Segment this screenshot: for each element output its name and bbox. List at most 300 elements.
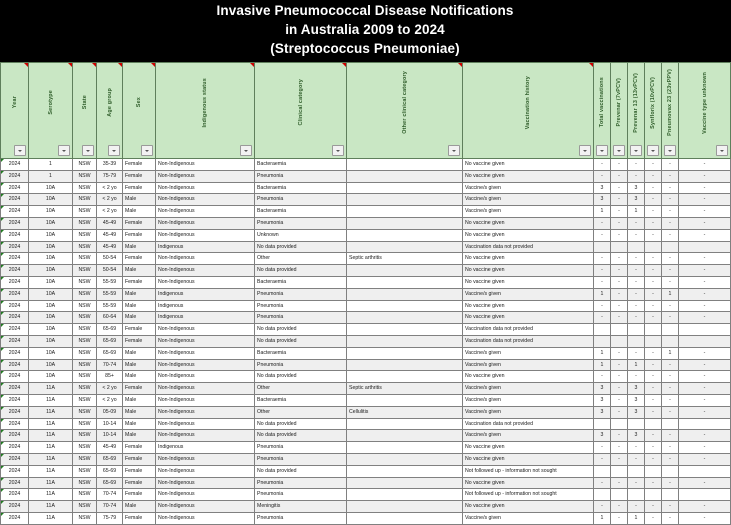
cell-year[interactable]: 2024 [1,477,29,489]
cell-sex[interactable]: Male [123,394,156,406]
table-row[interactable] [1,206,731,218]
cell-syn[interactable]: - [645,501,662,513]
cell-unk[interactable]: - [679,383,731,395]
column-header-p13[interactable] [628,63,645,159]
cell-tot[interactable]: - [594,312,611,324]
cell-year[interactable]: 2024 [1,170,29,182]
cell-p23[interactable] [662,324,679,336]
table-row[interactable] [1,430,731,442]
cell-unk[interactable]: - [679,442,731,454]
cell-pv[interactable]: - [611,229,628,241]
cell-indig[interactable]: Indigenous [156,442,255,454]
cell-state[interactable]: NSW [73,371,97,383]
cell-p13[interactable]: - [628,159,645,171]
cell-oclin[interactable] [347,501,463,513]
cell-sex[interactable]: Male [123,206,156,218]
cell-pv[interactable]: - [611,253,628,265]
cell-p13[interactable]: - [628,501,645,513]
cell-tot[interactable]: - [594,253,611,265]
cell-p13[interactable]: - [628,371,645,383]
cell-p13[interactable] [628,241,645,253]
cell-sero[interactable]: 10A [29,217,73,229]
cell-oclin[interactable] [347,394,463,406]
table-row[interactable] [1,217,731,229]
cell-p23[interactable]: - [662,194,679,206]
cell-unk[interactable] [679,335,731,347]
cell-oclin[interactable] [347,241,463,253]
cell-indig[interactable]: Non-Indigenous [156,324,255,336]
cell-pv[interactable]: - [611,394,628,406]
cell-age[interactable]: 65-69 [97,324,123,336]
cell-sero[interactable]: 11A [29,406,73,418]
cell-p13[interactable] [628,324,645,336]
filter-dropdown-button-oclin[interactable] [448,145,460,156]
cell-syn[interactable]: - [645,359,662,371]
cell-pv[interactable] [611,324,628,336]
cell-sero[interactable]: 10A [29,347,73,359]
cell-p23[interactable]: - [662,300,679,312]
cell-tot[interactable]: - [594,170,611,182]
cell-sero[interactable]: 11A [29,453,73,465]
cell-unk[interactable]: - [679,300,731,312]
cell-tot[interactable] [594,418,611,430]
cell-year[interactable]: 2024 [1,206,29,218]
cell-syn[interactable]: - [645,371,662,383]
cell-clin[interactable]: Bacteraemia [255,347,347,359]
cell-sero[interactable]: 10A [29,324,73,336]
cell-sero[interactable]: 10A [29,253,73,265]
cell-age[interactable]: 45-49 [97,241,123,253]
filter-dropdown-button-p13[interactable] [630,145,642,156]
cell-sex[interactable]: Male [123,265,156,277]
cell-year[interactable]: 2024 [1,383,29,395]
cell-sex[interactable]: Female [123,170,156,182]
cell-state[interactable]: NSW [73,347,97,359]
cell-unk[interactable]: - [679,206,731,218]
cell-syn[interactable]: - [645,170,662,182]
cell-vachist[interactable]: Vaccine/s given [463,383,594,395]
cell-vachist[interactable]: Vaccine/s given [463,182,594,194]
cell-p23[interactable] [662,335,679,347]
cell-vachist[interactable]: No vaccine given [463,170,594,182]
cell-vachist[interactable]: No vaccine given [463,312,594,324]
cell-syn[interactable]: - [645,217,662,229]
cell-clin[interactable]: Pneumonia [255,300,347,312]
cell-sex[interactable]: Male [123,371,156,383]
cell-state[interactable]: NSW [73,453,97,465]
cell-indig[interactable]: Non-Indigenous [156,430,255,442]
cell-age[interactable]: 50-54 [97,265,123,277]
cell-age[interactable]: 75-79 [97,170,123,182]
cell-tot[interactable]: 3 [594,182,611,194]
cell-year[interactable]: 2024 [1,194,29,206]
cell-syn[interactable]: - [645,406,662,418]
cell-sero[interactable]: 10A [29,241,73,253]
cell-vachist[interactable]: No vaccine given [463,501,594,513]
cell-p23[interactable] [662,241,679,253]
cell-state[interactable]: NSW [73,383,97,395]
cell-clin[interactable]: Pneumonia [255,170,347,182]
cell-vachist[interactable]: Vaccine/s given [463,288,594,300]
cell-unk[interactable]: - [679,359,731,371]
cell-sero[interactable]: 11A [29,477,73,489]
cell-sex[interactable]: Male [123,312,156,324]
table-row[interactable] [1,501,731,513]
cell-year[interactable]: 2024 [1,159,29,171]
cell-p23[interactable]: - [662,229,679,241]
cell-indig[interactable]: Non-Indigenous [156,512,255,524]
cell-state[interactable]: NSW [73,406,97,418]
cell-p13[interactable]: - [628,300,645,312]
cell-pv[interactable]: - [611,276,628,288]
cell-vachist[interactable]: Vaccination data not provided [463,241,594,253]
cell-indig[interactable]: Non-Indigenous [156,406,255,418]
cell-clin[interactable]: Bacteraemia [255,159,347,171]
cell-age[interactable]: 70-74 [97,359,123,371]
table-row[interactable] [1,253,731,265]
cell-p13[interactable]: 3 [628,430,645,442]
cell-indig[interactable]: Non-Indigenous [156,159,255,171]
cell-tot[interactable]: - [594,217,611,229]
cell-year[interactable]: 2024 [1,394,29,406]
cell-oclin[interactable] [347,265,463,277]
cell-state[interactable]: NSW [73,253,97,265]
cell-pv[interactable]: - [611,430,628,442]
cell-year[interactable]: 2024 [1,442,29,454]
table-row[interactable] [1,312,731,324]
cell-p23[interactable]: - [662,159,679,171]
cell-pv[interactable] [611,465,628,477]
cell-oclin[interactable] [347,512,463,524]
column-header-oclin[interactable] [347,63,463,159]
table-row[interactable] [1,182,731,194]
cell-syn[interactable]: - [645,477,662,489]
cell-clin[interactable]: Pneumonia [255,453,347,465]
cell-state[interactable]: NSW [73,394,97,406]
cell-unk[interactable]: - [679,194,731,206]
table-row[interactable] [1,324,731,336]
cell-year[interactable]: 2024 [1,276,29,288]
cell-oclin[interactable] [347,276,463,288]
cell-sex[interactable]: Female [123,383,156,395]
cell-oclin[interactable] [347,371,463,383]
cell-age[interactable]: 65-69 [97,477,123,489]
cell-pv[interactable]: - [611,406,628,418]
cell-unk[interactable] [679,324,731,336]
cell-p23[interactable]: - [662,406,679,418]
cell-state[interactable]: NSW [73,359,97,371]
cell-vachist[interactable]: No vaccine given [463,159,594,171]
cell-vachist[interactable]: No vaccine given [463,253,594,265]
table-row[interactable] [1,194,731,206]
cell-unk[interactable]: - [679,430,731,442]
cell-clin[interactable]: No data provided [255,324,347,336]
filter-dropdown-button-tot[interactable] [596,145,608,156]
cell-p13[interactable] [628,418,645,430]
cell-clin[interactable]: No data provided [255,241,347,253]
cell-tot[interactable] [594,335,611,347]
cell-tot[interactable]: - [594,229,611,241]
cell-p13[interactable]: 3 [628,406,645,418]
cell-p13[interactable]: 3 [628,194,645,206]
cell-year[interactable]: 2024 [1,512,29,524]
cell-sex[interactable]: Male [123,430,156,442]
cell-syn[interactable]: - [645,300,662,312]
cell-year[interactable]: 2024 [1,489,29,501]
cell-year[interactable]: 2024 [1,229,29,241]
cell-syn[interactable]: - [645,182,662,194]
cell-pv[interactable] [611,418,628,430]
cell-age[interactable]: 55-59 [97,300,123,312]
cell-oclin[interactable] [347,442,463,454]
cell-pv[interactable]: - [611,347,628,359]
cell-oclin[interactable] [347,335,463,347]
cell-age[interactable]: 65-69 [97,453,123,465]
cell-tot[interactable]: - [594,453,611,465]
cell-oclin[interactable] [347,418,463,430]
cell-pv[interactable]: - [611,371,628,383]
cell-vachist[interactable]: Vaccine/s given [463,206,594,218]
cell-syn[interactable] [645,418,662,430]
cell-p23[interactable]: - [662,430,679,442]
cell-oclin[interactable] [347,159,463,171]
cell-p23[interactable]: - [662,217,679,229]
cell-oclin[interactable] [347,347,463,359]
table-row[interactable] [1,265,731,277]
cell-sex[interactable]: Female [123,453,156,465]
cell-syn[interactable] [645,324,662,336]
cell-indig[interactable]: Non-Indigenous [156,359,255,371]
cell-unk[interactable]: - [679,371,731,383]
cell-clin[interactable]: No data provided [255,265,347,277]
cell-p23[interactable]: - [662,501,679,513]
cell-pv[interactable]: - [611,288,628,300]
cell-sex[interactable]: Male [123,406,156,418]
column-header-vachist[interactable] [463,63,594,159]
cell-indig[interactable]: Non-Indigenous [156,265,255,277]
cell-sero[interactable]: 10A [29,276,73,288]
filter-dropdown-button-indig[interactable] [240,145,252,156]
cell-syn[interactable]: - [645,253,662,265]
cell-vachist[interactable]: Vaccine/s given [463,359,594,371]
cell-syn[interactable]: - [645,265,662,277]
table-row[interactable] [1,359,731,371]
cell-indig[interactable]: Non-Indigenous [156,182,255,194]
cell-clin[interactable]: Pneumonia [255,359,347,371]
cell-syn[interactable]: - [645,394,662,406]
cell-unk[interactable]: - [679,159,731,171]
table-row[interactable] [1,288,731,300]
cell-p13[interactable]: - [628,170,645,182]
table-row[interactable] [1,512,731,524]
cell-p23[interactable]: - [662,206,679,218]
cell-sero[interactable]: 10A [29,288,73,300]
cell-syn[interactable]: - [645,347,662,359]
cell-syn[interactable]: - [645,194,662,206]
cell-syn[interactable]: - [645,206,662,218]
cell-year[interactable]: 2024 [1,359,29,371]
cell-p13[interactable]: - [628,217,645,229]
cell-state[interactable]: NSW [73,206,97,218]
cell-tot[interactable]: - [594,159,611,171]
table-row[interactable] [1,418,731,430]
cell-indig[interactable]: Non-Indigenous [156,217,255,229]
cell-vachist[interactable]: Vaccine/s given [463,194,594,206]
table-row[interactable] [1,383,731,395]
cell-tot[interactable]: 1 [594,359,611,371]
cell-p13[interactable]: - [628,347,645,359]
cell-syn[interactable]: - [645,430,662,442]
cell-vachist[interactable]: No vaccine given [463,442,594,454]
cell-tot[interactable]: - [594,265,611,277]
cell-clin[interactable]: Pneumonia [255,288,347,300]
cell-oclin[interactable]: Cellulitis [347,406,463,418]
cell-p23[interactable] [662,465,679,477]
cell-sero[interactable]: 1 [29,170,73,182]
cell-sero[interactable]: 10A [29,312,73,324]
cell-year[interactable]: 2024 [1,501,29,513]
cell-clin[interactable]: Pneumonia [255,512,347,524]
cell-pv[interactable] [611,489,628,501]
cell-p13[interactable]: - [628,253,645,265]
column-header-syn[interactable] [645,63,662,159]
cell-syn[interactable]: - [645,288,662,300]
cell-tot[interactable] [594,241,611,253]
cell-tot[interactable]: - [594,477,611,489]
cell-vachist[interactable]: Vaccination data not provided [463,324,594,336]
cell-vachist[interactable]: Vaccination data not provided [463,335,594,347]
cell-sero[interactable]: 11A [29,383,73,395]
cell-state[interactable]: NSW [73,418,97,430]
column-header-state[interactable] [73,63,97,159]
table-row[interactable] [1,489,731,501]
cell-state[interactable]: NSW [73,465,97,477]
cell-sex[interactable]: Male [123,194,156,206]
cell-state[interactable]: NSW [73,312,97,324]
column-header-sex[interactable] [123,63,156,159]
cell-sero[interactable]: 10A [29,265,73,277]
cell-oclin[interactable] [347,206,463,218]
cell-state[interactable]: NSW [73,229,97,241]
cell-age[interactable]: 65-69 [97,335,123,347]
cell-pv[interactable]: - [611,159,628,171]
cell-p13[interactable]: 3 [628,182,645,194]
cell-sero[interactable]: 10A [29,300,73,312]
cell-year[interactable]: 2024 [1,253,29,265]
cell-tot[interactable] [594,324,611,336]
cell-oclin[interactable] [347,312,463,324]
cell-vachist[interactable]: Vaccine/s given [463,347,594,359]
cell-tot[interactable] [594,489,611,501]
cell-pv[interactable]: - [611,182,628,194]
table-row[interactable] [1,229,731,241]
table-row[interactable] [1,241,731,253]
cell-sero[interactable]: 10A [29,206,73,218]
cell-year[interactable]: 2024 [1,217,29,229]
cell-oclin[interactable]: Septic arthritis [347,253,463,265]
cell-clin[interactable]: Other [255,253,347,265]
cell-sex[interactable]: Male [123,288,156,300]
cell-sero[interactable]: 11A [29,489,73,501]
table-row[interactable] [1,442,731,454]
cell-p23[interactable]: - [662,383,679,395]
cell-oclin[interactable] [347,194,463,206]
cell-p13[interactable]: - [628,229,645,241]
cell-oclin[interactable] [347,359,463,371]
cell-tot[interactable]: 1 [594,512,611,524]
filter-dropdown-button-year[interactable] [14,145,26,156]
cell-p13[interactable]: 1 [628,359,645,371]
cell-state[interactable]: NSW [73,300,97,312]
column-header-clin[interactable] [255,63,347,159]
table-row[interactable] [1,347,731,359]
cell-clin[interactable]: Pneumonia [255,194,347,206]
cell-vachist[interactable]: Not followed up - information not sought [463,465,594,477]
cell-p23[interactable]: - [662,265,679,277]
cell-state[interactable]: NSW [73,477,97,489]
column-header-p23[interactable] [662,63,679,159]
cell-clin[interactable]: Other [255,406,347,418]
cell-clin[interactable]: Meningitis [255,501,347,513]
cell-clin[interactable]: Pneumonia [255,442,347,454]
cell-clin[interactable]: Pneumonia [255,312,347,324]
cell-vachist[interactable]: No vaccine given [463,265,594,277]
cell-year[interactable]: 2024 [1,182,29,194]
cell-p13[interactable]: 1 [628,512,645,524]
cell-unk[interactable] [679,489,731,501]
cell-p23[interactable]: - [662,453,679,465]
cell-p23[interactable]: - [662,276,679,288]
cell-vachist[interactable]: Vaccine/s given [463,430,594,442]
cell-year[interactable]: 2024 [1,312,29,324]
cell-age[interactable]: 65-69 [97,347,123,359]
cell-clin[interactable]: No data provided [255,418,347,430]
cell-sero[interactable]: 11A [29,394,73,406]
table-row[interactable] [1,406,731,418]
cell-state[interactable]: NSW [73,501,97,513]
filter-dropdown-button-age[interactable] [108,145,120,156]
table-row[interactable] [1,477,731,489]
table-row[interactable] [1,371,731,383]
cell-oclin[interactable] [347,465,463,477]
filter-dropdown-button-state[interactable] [82,145,94,156]
cell-p13[interactable]: 3 [628,394,645,406]
cell-age[interactable]: 10-14 [97,430,123,442]
cell-age[interactable]: < 2 yo [97,394,123,406]
cell-tot[interactable]: - [594,371,611,383]
cell-unk[interactable]: - [679,512,731,524]
cell-syn[interactable]: - [645,159,662,171]
table-row[interactable] [1,453,731,465]
cell-indig[interactable]: Indigenous [156,241,255,253]
cell-clin[interactable]: Unknown [255,229,347,241]
cell-vachist[interactable]: No vaccine given [463,276,594,288]
cell-unk[interactable]: - [679,406,731,418]
cell-syn[interactable]: - [645,512,662,524]
cell-age[interactable]: 50-54 [97,253,123,265]
cell-unk[interactable]: - [679,253,731,265]
cell-p23[interactable]: - [662,253,679,265]
filter-dropdown-button-syn[interactable] [647,145,659,156]
cell-sero[interactable]: 1 [29,159,73,171]
column-header-unk[interactable] [679,63,731,159]
cell-syn[interactable] [645,241,662,253]
cell-unk[interactable] [679,418,731,430]
cell-sex[interactable]: Female [123,465,156,477]
cell-syn[interactable]: - [645,453,662,465]
filter-dropdown-button-vachist[interactable] [579,145,591,156]
cell-indig[interactable]: Non-Indigenous [156,335,255,347]
